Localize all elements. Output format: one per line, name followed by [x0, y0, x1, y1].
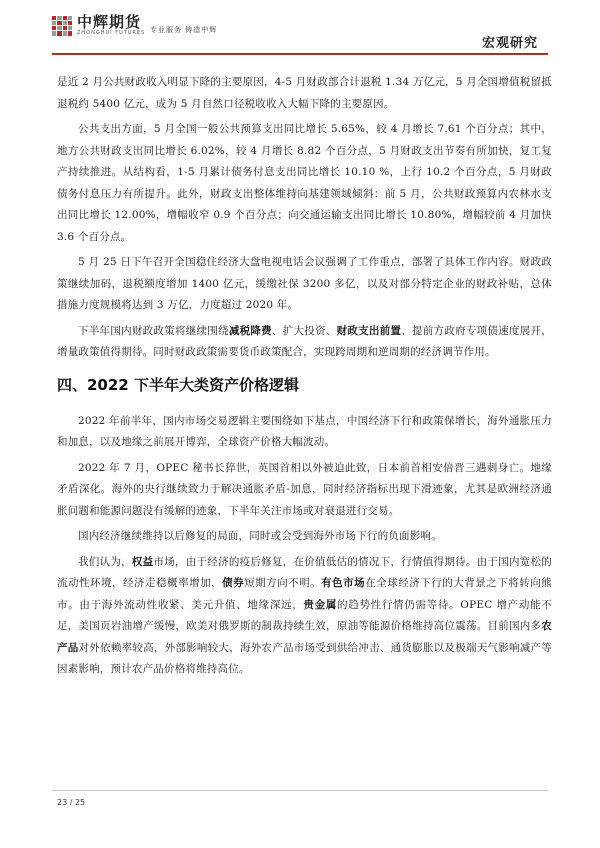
section-tag: 宏观研究: [481, 36, 538, 51]
logo-grid-icon: [52, 16, 72, 36]
paragraph-meeting: 5 月 25 日下午召开全国稳住经济大盘电视电话会议强调了工作重点，部署了具体工作内容。财政政策继续加码，退税额度增加 1400 亿元，缓缴社保 3200 多亿，以及对部分特定企业的财政补贴，总体措施力度规模将达到 3 万亿，力度超过 2020 年。: [57, 256, 552, 311]
logo-english-name: ZHONGHUI FUTURES: [77, 30, 146, 36]
paragraph-first-half: 2022 年前半年，国内市场交易逻辑主要围绕如下基点，中国经济下行和政策保增长，海外通胀压力和加息，以及地缘之前展开博弈，全球资产价格大幅波动。: [57, 414, 552, 448]
paragraph-july-events: 2022 年 7 月，OPEC 秘书长猝世，英国首相以外被迫此致，日本前首相安倍晋三遇刺身亡。地缘矛盾深化。海外的央行继续致力于解决通胀矛盾-加息，同时经济指标出现下滑迹象，尤其是欧洲经济通胀问题和能源问题没有缓解的迹象，下半年关注市场或对衰退进行交易。: [57, 461, 552, 517]
footer-divider: [52, 790, 548, 791]
header-divider: [52, 53, 548, 55]
paragraph-asset-views: 我们认为，权益市场，由于经济的疫后修复，在价值低估的情况下，行情值得期待。由于国内宽松的流动性环境，经济走稳概率增加，债券短期方向不明。有色市场在全球经济下行的大背景之下将转向熊市。由于海外流动性收紧、美元升值、地缘深远，贵金属的趋势性行情仍需等待。OPEC 增产动能不足，美国页岩油增产缓慢，欧美对俄罗斯的制裁持续生效，原油等能源价格维持高位震荡。目前国内多农产品对外依赖率较高，外部影响较大，海外农产品市场受到供给冲击、通货膨胀以及极端天气影响减产等因素影响，预计农产品价格将维持高位。: [57, 555, 553, 675]
paragraph-public-expenditure: 公共支出方面，5 月全国一般公共预算支出同比增长 5.65%，较 4 月增长 7.61 个百分点；其中，地方公共财政支出同比增长 6.02%，较 4 月增长 8.82 个百分点，5 月财政支出节奏有所加快，复工复产持续推进。从结构看，1-5 月累计债务付息支出同比增长 10.10 %，上行 10.2 个百分点，5 月财政债务付息压力有所提升。此外，财政支出整体维持向基建领域倾斜：前 5 月，公共财政预算内农林水支出同比增长 12.00%，增幅收窄 0.9 个百分点；向交通运输支出同比增长 10.80%，增幅较前 4 月加快 3.6 个百分点。: [57, 123, 552, 243]
paragraph-domestic: 国内经济继续维持以后修复的局面，同时或会受到海外市场下行的负面影响。: [78, 530, 442, 542]
page-number: 23 / 25: [57, 798, 86, 807]
page-header: [0, 0, 600, 52]
document-body: [57, 72, 552, 685]
logo-chinese-name: 中辉期货: [77, 13, 142, 31]
section-heading: 四、2022 下半年大类资产价格逻辑: [57, 375, 299, 394]
paragraph-continued: 是近 2 月公共财政收入明显下降的主要原因，4-5 月财政部合计退税 1.34 万亿元，5 月全国增值税留抵退税约 5400 亿元，成为 5 月自然口径税收收入大幅下降的主要原因。: [57, 76, 552, 110]
company-logo: [52, 14, 145, 37]
company-slogan: 专业服务 铸造中辉: [150, 26, 218, 34]
paragraph-fiscal-outlook: 下半年国内财政政策将继续围绕减税降费、扩大投资、财政支出前置、提前方政府专项债速度展开，增量政策值得期待。同时财政政策需要货币政策配合，实现跨周期和逆周期的经济调节作用。: [57, 324, 552, 358]
